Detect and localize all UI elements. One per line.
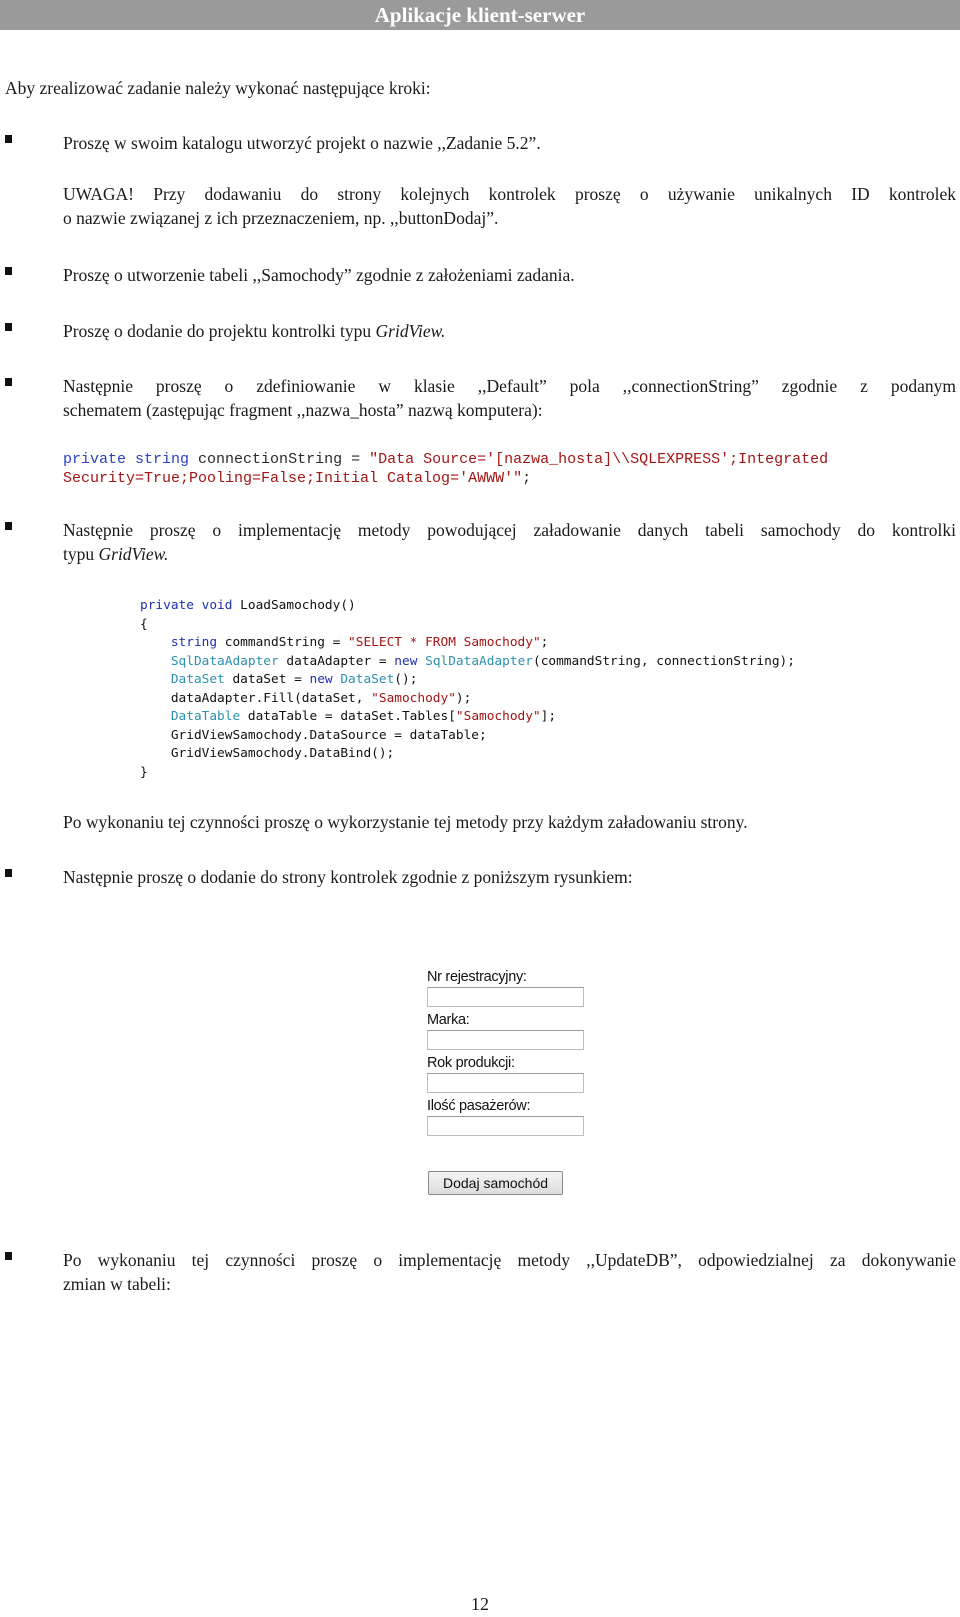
code-text: ; xyxy=(540,635,549,650)
step-3-text xyxy=(63,319,956,343)
label-nr-rejestracyjny: Nr rejestracyjny: xyxy=(427,969,527,985)
bullet-icon xyxy=(5,378,12,386)
step-1-text: Proszę w swoim katalogu utworzyć projekt o nazwie ,,Zadanie 5.2”. xyxy=(63,133,541,153)
step-4-line-2: schematem (zastępując fragment ,,nazwa_hosta” nazwą komputera): xyxy=(63,400,543,420)
bullet-icon xyxy=(5,135,12,143)
bullet-icon xyxy=(5,267,12,275)
add-car-button[interactable]: Dodaj samochód xyxy=(428,1171,563,1195)
code-text: (); xyxy=(394,672,418,687)
step-5-line-1: Następnie proszę o implementację metody powodującej załadowanie danych tabeli samochody do kontrolki xyxy=(63,520,956,540)
warning-line-2: o nazwie związanej z ich przeznaczeniem, np. ,,buttonDodaj”. xyxy=(63,208,499,228)
code-text: LoadSamochody() xyxy=(232,598,356,613)
load-method-code xyxy=(140,597,795,782)
step-4-line-1: Następnie proszę o zdefiniowanie w klasie ,,Default” pola ,,connectionString” zgodnie z podanym xyxy=(63,376,956,396)
code-text: { xyxy=(140,616,148,632)
code-type: SqlDataAdapter xyxy=(417,653,533,669)
bullet-icon xyxy=(5,869,12,877)
step-2-text: Proszę o utworzenie tabeli ,,Samochody” zgodnie z założeniami zadania. xyxy=(63,265,575,285)
code-string: "Data Source='[nazwa_hosta]\\SQLEXPRESS';Integrated xyxy=(369,451,829,468)
code-text: } xyxy=(140,764,148,780)
step-5-line-2 xyxy=(63,542,956,566)
code-type: DataSet xyxy=(332,672,395,687)
step-6-text: Następnie proszę o dodanie do strony kontrolek zgodnie z poniższym rysunkiem: xyxy=(63,867,633,887)
code-text: ]; xyxy=(540,709,557,724)
code-keyword: private xyxy=(63,451,127,468)
code-type: DataTable xyxy=(170,709,241,724)
code-string: "Samochody" xyxy=(371,690,456,706)
marka-input[interactable] xyxy=(427,1030,584,1050)
intro-text: Aby zrealizować zadanie należy wykonać następujące kroki: xyxy=(5,78,431,98)
step-5-prefix: typu xyxy=(63,544,99,564)
code-string: Security=True;Pooling=False;Initial Catalog='AWWW'" xyxy=(63,470,523,487)
code-keyword: new xyxy=(309,672,333,687)
rok-produkcji-input[interactable] xyxy=(427,1073,584,1093)
code-text: commandString = xyxy=(217,635,349,650)
code-type: SqlDataAdapter xyxy=(170,653,279,669)
code-text: dataAdapter.Fill(dataSet, xyxy=(170,690,372,706)
ilosc-pasazerow-input[interactable] xyxy=(427,1116,584,1136)
label-rok-produkcji: Rok produkcji: xyxy=(427,1055,515,1071)
bullet-icon xyxy=(5,522,12,530)
step-7-line-2: zmian w tabeli: xyxy=(63,1274,171,1294)
code-type: DataSet xyxy=(170,672,225,687)
bullet-icon xyxy=(5,323,12,331)
code-text: dataSet = xyxy=(224,672,310,687)
step-7-line-1: Po wykonaniu tej czynności proszę o implementację metody ,,UpdateDB”, odpowiedzialnej za dokonywanie xyxy=(63,1250,956,1270)
connection-string-code xyxy=(63,450,828,488)
code-text: (commandString, connectionString); xyxy=(532,653,795,669)
label-marka: Marka: xyxy=(427,1012,470,1028)
warning-line-1: UWAGA! Przy dodawaniu do strony kolejnych kontrolek proszę o używanie unikalnych ID kontrolek xyxy=(63,184,956,204)
code-text: ; xyxy=(522,470,532,487)
label-ilosc-pasazerow: Ilość pasażerów: xyxy=(427,1098,531,1114)
code-text: ); xyxy=(455,690,472,706)
code-text: connectionString = xyxy=(189,451,370,468)
after-code-text: Po wykonaniu tej czynności proszę o wykorzystanie tej metody przy każdym załadowaniu strony. xyxy=(63,812,748,832)
code-text: GridViewSamochody.DataSource = dataTable; xyxy=(170,727,487,743)
code-keyword: new xyxy=(394,653,418,669)
code-keyword: string xyxy=(135,451,190,468)
code-keyword: string xyxy=(170,635,218,650)
bullet-icon xyxy=(5,1252,12,1260)
code-string: "SELECT * FROM Samochody" xyxy=(348,635,541,650)
code-text: GridViewSamochody.DataBind(); xyxy=(170,746,395,761)
code-text: dataTable = dataSet.Tables[ xyxy=(240,709,456,724)
code-keyword: private void xyxy=(140,598,233,613)
car-form-mockup xyxy=(427,968,627,1140)
gridview-term: GridView. xyxy=(375,321,446,341)
code-string: "Samochody" xyxy=(455,709,541,724)
gridview-term: GridView. xyxy=(98,544,169,564)
page-number: 12 xyxy=(471,1594,489,1614)
code-text: dataAdapter = xyxy=(278,653,395,669)
nr-rejestracyjny-input[interactable] xyxy=(427,987,584,1007)
page-header: Aplikacje klient-serwer xyxy=(0,0,960,30)
step-3-prefix: Proszę o dodanie do projektu kontrolki typu xyxy=(63,321,376,341)
